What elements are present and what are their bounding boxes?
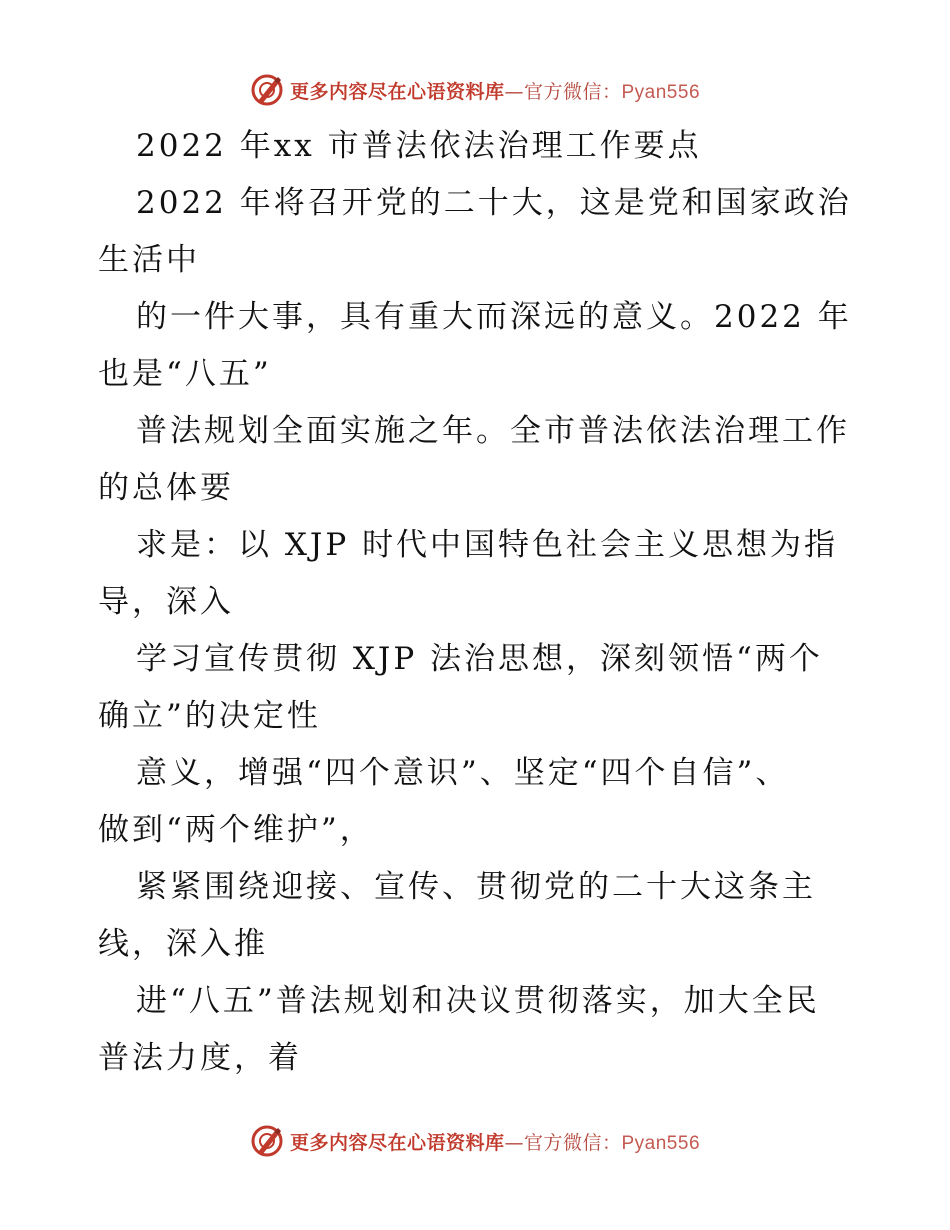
banner-suffix: 官方微信： [523,80,622,103]
header-banner [0,70,950,110]
pen-logo-icon [250,73,284,107]
paragraph-line: 线，深入推 [98,926,268,962]
banner-separator: — [504,1131,524,1154]
pen-logo-icon [250,1124,284,1158]
document-title: 2022 年xx 市普法依法治理工作要点 [136,128,702,164]
paragraph-line: 紧紧围绕迎接、宣传、贯彻党的二十大这条主 [136,869,816,905]
paragraph-line: 学习宣传贯彻 XJP 法治思想，深刻领悟“两个 [136,641,823,677]
paragraph-line: 的一件大事，具有重大而深远的意义。2022 年 [136,299,852,335]
banner-suffix: 官方微信： [523,1131,622,1154]
paragraph-line: 确立”的决定性 [98,698,321,734]
paragraph-line: 生活中 [98,242,200,278]
banner-text [290,77,700,104]
banner-separator: — [504,80,524,103]
paragraph-line: 导，深入 [98,584,234,620]
paragraph-line: 普法规划全面实施之年。全市普法依法治理工作 [136,413,850,449]
paragraph-line: 做到“两个维护”， [98,812,374,848]
banner-brand: 更多内容尽在心语资料库 [289,80,505,103]
paragraph-line: 的总体要 [98,470,234,506]
banner-text [290,1128,700,1155]
banner-handle: Pyan556 [621,1132,701,1154]
paragraph-line: 普法力度，着 [98,1040,302,1076]
footer-banner [0,1121,950,1161]
paragraph-line: 意义，增强“四个意识”、坚定“四个自信”、 [136,755,790,791]
paragraph-line: 也是“八五” [98,356,272,392]
document-body [98,118,858,1087]
paragraph-line: 进“八五”普法规划和决议贯彻落实，加大全民 [136,983,820,1019]
paragraph-line: 2022 年将召开党的二十大，这是党和国家政治 [136,185,852,221]
paragraph-line: 求是：以 XJP 时代中国特色社会主义思想为指 [136,527,839,563]
banner-handle: Pyan556 [621,81,701,103]
banner-brand: 更多内容尽在心语资料库 [289,1131,505,1154]
